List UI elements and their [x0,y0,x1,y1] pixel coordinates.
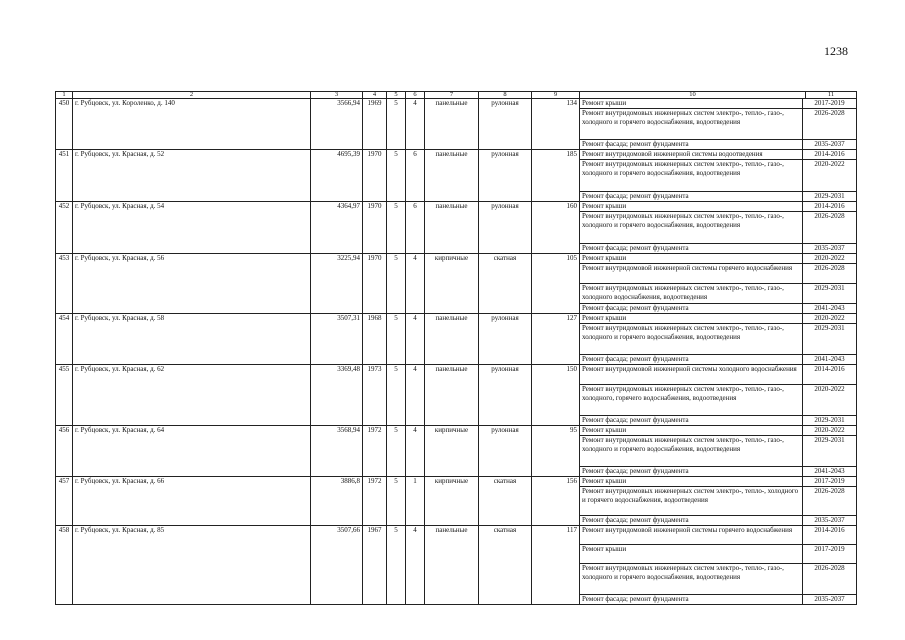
walls-material-cell: панельные [425,314,479,365]
entrances-cell: 6 [406,150,425,202]
row-number: 453 [56,254,73,314]
work-name: Ремонт фасада; ремонт фундамента [580,416,803,425]
address-cell: г. Рубцовск, ул. Красная, д. 66 [73,477,311,526]
work-name: Ремонт внутридомовых инженерных систем электро-, тепло-, газо-, холодного и горячего водоснабжения, водоотведения [580,564,803,594]
row-number: 458 [56,526,73,605]
works-cell [580,99,857,150]
work-name: Ремонт внутридомовых инженерных систем электро-, тепло-, газо-, холодного водоснабжения, водоотведения [580,284,803,303]
work-item [580,109,856,140]
work-item [580,426,856,436]
work-item [580,564,856,595]
walls-material-cell: панельные [425,99,479,150]
work-period: 2020-2022 [814,160,845,168]
floors-cell: 5 [387,477,406,526]
work-name: Ремонт фасада; ремонт фундамента [580,516,803,525]
col-header: 7 [425,92,479,99]
floors-cell: 5 [387,314,406,365]
area-cell: 4364,97 [311,202,363,254]
residents-cell: 185 [532,150,580,202]
address-cell: г. Рубцовск, ул. Красная, д. 58 [73,314,311,365]
col-header: 2 [73,92,311,99]
work-name: Ремонт фасада; ремонт фундамента [580,595,803,604]
year-cell: 1970 [363,202,387,254]
work-item [580,487,856,516]
entrances-cell: 1 [406,477,425,526]
work-period: 2041-2043 [814,304,845,312]
col-header: 1 [56,92,73,99]
works-cell [580,477,857,526]
row-number: 454 [56,314,73,365]
work-period: 2017-2019 [814,99,845,107]
walls-material-cell: кирпичные [425,426,479,477]
work-item [580,192,856,201]
housing-repair-table [55,91,857,605]
row-number: 451 [56,150,73,202]
work-name: Ремонт внутридомовой инженерной системы холодного водоснабжения [580,365,803,384]
floors-cell: 5 [387,365,406,426]
work-item [580,264,856,284]
work-period: 2035-2037 [814,244,845,252]
entrances-cell: 4 [406,426,425,477]
table-row [56,426,857,477]
table-row [56,365,857,426]
year-cell: 1970 [363,254,387,314]
work-name: Ремонт внутридомовых инженерных систем электро-, тепло-, газо-, холодного и горячего водоснабжения, водоотведения [580,324,803,354]
area-cell: 4695,39 [311,150,363,202]
walls-material-cell: панельные [425,202,479,254]
work-item [580,526,856,545]
work-period: 2026-2028 [814,212,845,220]
table-row [56,314,857,365]
address-cell: г. Рубцовск, ул. Красная, д. 85 [73,526,311,605]
address-cell: г. Рубцовск, ул. Красная, д. 64 [73,426,311,477]
work-period: 2041-2043 [814,467,845,475]
work-period: 2014-2016 [814,150,845,158]
work-name: Ремонт фасада; ремонт фундамента [580,244,803,253]
entrances-cell: 4 [406,365,425,426]
work-name: Ремонт внутридомовых инженерных систем электро-, тепло-, газо-, холодного и горячего водоснабжения, водоотведения [580,436,803,466]
work-period: 2029-2031 [814,192,845,200]
work-item [580,436,856,467]
residents-cell: 105 [532,254,580,314]
column-number-row [56,92,857,99]
work-period: 2014-2016 [814,365,845,373]
row-number: 456 [56,426,73,477]
table-row [56,526,857,605]
work-item [580,595,856,604]
entrances-cell: 4 [406,314,425,365]
work-period: 2035-2037 [814,595,845,603]
works-cell [580,365,857,426]
roof-type-cell: скатная [479,254,532,314]
work-name: Ремонт внутридомовой инженерной системы водоотведения [580,150,803,159]
area-cell: 3886,8 [311,477,363,526]
col-header: 4 [363,92,387,99]
floors-cell: 5 [387,426,406,477]
work-period: 2029-2031 [814,284,845,292]
work-item [580,212,856,244]
work-name: Ремонт крыши [580,202,803,211]
work-item [580,324,856,355]
works-cell [580,426,857,477]
col-header: 10 [580,92,806,99]
area-cell: 3566,94 [311,99,363,150]
work-period: 2026-2028 [814,564,845,572]
work-item [580,416,856,425]
works-cell [580,254,857,314]
work-period: 2035-2037 [814,140,845,148]
work-item [580,150,856,160]
entrances-cell: 4 [406,526,425,605]
work-period: 2020-2022 [814,385,845,393]
year-cell: 1968 [363,314,387,365]
roof-type-cell: скатная [479,526,532,605]
work-item [580,516,856,525]
residents-cell: 160 [532,202,580,254]
year-cell: 1972 [363,477,387,526]
table-row [56,202,857,254]
year-cell: 1967 [363,526,387,605]
year-cell: 1972 [363,426,387,477]
work-name: Ремонт крыши [580,314,803,323]
roof-type-cell: рулонная [479,426,532,477]
work-item [580,467,856,476]
work-name: Ремонт крыши [580,545,803,563]
work-item [580,355,856,364]
work-period: 2029-2031 [814,324,845,332]
work-period: 2014-2016 [814,526,845,534]
work-name: Ремонт внутридомовых инженерных систем электро-, тепло-, газо-, холодного, горячего водоснабжения, водоотведения [580,385,803,415]
work-period: 2020-2022 [814,426,845,434]
work-name: Ремонт фасада; ремонт фундамента [580,467,803,476]
work-name: Ремонт внутридомовой инженерной системы горячего водоснабжения [580,264,803,283]
area-cell: 3225,94 [311,254,363,314]
residents-cell: 156 [532,477,580,526]
area-cell: 3568,94 [311,426,363,477]
area-cell: 3507,66 [311,526,363,605]
work-name: Ремонт фасада; ремонт фундамента [580,140,803,149]
walls-material-cell: кирпичные [425,477,479,526]
work-item [580,284,856,304]
work-name: Ремонт внутридомовых инженерных систем электро-, тепло-, холодного и горячего водоснабжения, водоотведения [580,487,803,515]
year-cell: 1969 [363,99,387,150]
work-period: 2020-2022 [814,314,845,322]
work-item [580,365,856,385]
work-name: Ремонт фасада; ремонт фундамента [580,304,803,313]
roof-type-cell: рулонная [479,365,532,426]
row-number: 455 [56,365,73,426]
works-cell [580,526,857,605]
row-number: 457 [56,477,73,526]
work-period: 2017-2019 [814,545,845,553]
residents-cell: 95 [532,426,580,477]
work-name: Ремонт крыши [580,477,803,486]
work-period: 2020-2022 [814,254,845,262]
col-header: 5 [387,92,406,99]
work-item [580,202,856,212]
works-cell [580,314,857,365]
residents-cell: 127 [532,314,580,365]
work-name: Ремонт крыши [580,426,803,435]
floors-cell: 5 [387,150,406,202]
work-period: 2026-2028 [814,264,845,272]
residents-cell: 134 [532,99,580,150]
entrances-cell: 4 [406,254,425,314]
address-cell: г. Рубцовск, ул. Короленко, д. 140 [73,99,311,150]
work-name: Ремонт внутридомовой инженерной системы горячего водоснабжения [580,526,803,544]
residents-cell: 117 [532,526,580,605]
roof-type-cell: рулонная [479,99,532,150]
work-name: Ремонт внутридомовых инженерных систем электро-, тепло-, газо-, холодного и горячего водоснабжения, водоотведения [580,160,803,191]
work-period: 2026-2028 [814,487,845,495]
floors-cell: 5 [387,202,406,254]
works-cell [580,202,857,254]
walls-material-cell: панельные [425,150,479,202]
year-cell: 1973 [363,365,387,426]
work-period: 2035-2037 [814,516,845,524]
work-name: Ремонт внутридомовых инженерных систем электро-, тепло-, газо-, холодного и горячего водоснабжения, водоотведения [580,212,803,243]
floors-cell: 5 [387,526,406,605]
work-name: Ремонт крыши [580,99,803,108]
address-cell: г. Рубцовск, ул. Красная, д. 56 [73,254,311,314]
col-header: 6 [406,92,425,99]
entrances-cell: 6 [406,202,425,254]
address-cell: г. Рубцовск, ул. Красная, д. 54 [73,202,311,254]
work-item [580,140,856,149]
residents-cell: 150 [532,365,580,426]
area-cell: 3369,48 [311,365,363,426]
col-header: 11 [806,92,857,99]
work-period: 2029-2031 [814,436,845,444]
roof-type-cell: скатная [479,477,532,526]
work-item [580,99,856,109]
roof-type-cell: рулонная [479,202,532,254]
page-number: 1238 [824,44,848,58]
work-period: 2041-2043 [814,355,845,363]
works-cell [580,150,857,202]
walls-material-cell: панельные [425,365,479,426]
work-item [580,254,856,264]
roof-type-cell: рулонная [479,150,532,202]
work-period: 2014-2016 [814,202,845,210]
table-row [56,99,857,150]
year-cell: 1970 [363,150,387,202]
col-header: 9 [532,92,580,99]
floors-cell: 5 [387,99,406,150]
work-item [580,160,856,192]
work-item [580,385,856,416]
table-row [56,477,857,526]
address-cell: г. Рубцовск, ул. Красная, д. 62 [73,365,311,426]
roof-type-cell: рулонная [479,314,532,365]
entrances-cell: 4 [406,99,425,150]
table-row [56,150,857,202]
work-item [580,244,856,253]
work-name: Ремонт фасада; ремонт фундамента [580,192,803,201]
work-period: 2026-2028 [814,109,845,117]
area-cell: 3507,31 [311,314,363,365]
work-item [580,304,856,313]
col-header: 3 [311,92,363,99]
work-name: Ремонт фасада; ремонт фундамента [580,355,803,364]
row-number: 452 [56,202,73,254]
walls-material-cell: панельные [425,526,479,605]
walls-material-cell: кирпичные [425,254,479,314]
work-period: 2029-2031 [814,416,845,424]
row-number: 450 [56,99,73,150]
work-name: Ремонт внутридомовых инженерных систем электро-, тепло-, газо-, холодного и горячего водоснабжения, водоотведения [580,109,803,139]
address-cell: г. Рубцовск, ул. Красная, д. 52 [73,150,311,202]
work-item [580,314,856,324]
work-name: Ремонт крыши [580,254,803,263]
work-item [580,477,856,487]
col-header: 8 [479,92,532,99]
work-period: 2017-2019 [814,477,845,485]
table-row [56,254,857,314]
floors-cell: 5 [387,254,406,314]
work-item [580,545,856,564]
